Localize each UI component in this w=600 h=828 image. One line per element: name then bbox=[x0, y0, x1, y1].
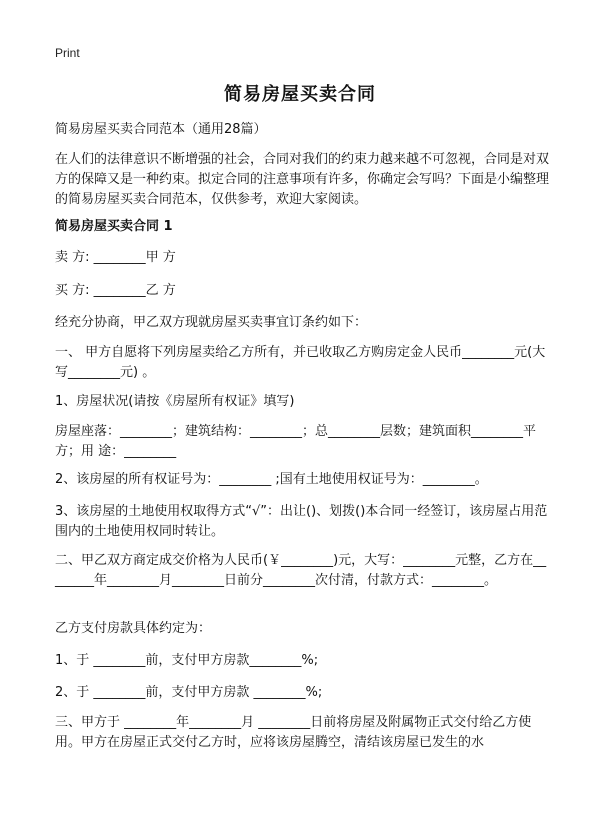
payment-item-1: 1、于 ________前，支付甲方房款________%; bbox=[55, 653, 319, 668]
document-subtitle: 简易房屋买卖合同范本（通用28篇） bbox=[55, 122, 267, 137]
print-label[interactable]: Print bbox=[55, 46, 80, 60]
payment-heading: 乙方支付房款具体约定为： bbox=[55, 621, 212, 636]
section-heading: 简易房屋买卖合同 1 bbox=[55, 219, 173, 234]
clause-3: 三、甲方于 ________年________月 ________日前将房屋及附属物正式交付给乙方使用。甲方在房屋正式交付乙方时，应将该房屋腾空，清结该房屋已发生的水 bbox=[55, 715, 532, 750]
document-title: 简易房屋买卖合同 bbox=[224, 84, 376, 105]
preamble-line: 经充分协商，甲乙双方现就房屋买卖事宜订条约如下： bbox=[55, 315, 368, 330]
clause-1: 一、 甲方自愿将下列房屋卖给乙方所有，并已收取乙方购房定金人民币________元(大写________元) 。 bbox=[55, 345, 546, 380]
seller-line: 卖 方: ________甲 方 bbox=[55, 250, 176, 265]
clause-2: 二、甲乙双方商定成交价格为人民币(￥________)元，大写：________元整，乙方在________年________月________日前分________次付清，付款方式：________。 bbox=[55, 553, 547, 588]
intro-paragraph: 在人们的法律意识不断增强的社会，合同对我们的约束力越来越不可忽视，合同是对双方的保障又是一种约束。拟定合同的注意事项有许多，你确定会写吗？下面是小编整理的简易房屋买卖合同范本，仅供参考，欢迎大家阅读。 bbox=[55, 152, 550, 207]
item-2: 2、该房屋的所有权证号为：________ ;国有土地使用权证号为：________。 bbox=[55, 472, 488, 487]
item-1: 1、房屋状况(请按《房屋所有权证》填写) bbox=[55, 394, 295, 409]
item-1-detail: 房屋座落：________；建筑结构：________；总________层数；建筑面积________平方；用 途：________ bbox=[55, 424, 537, 459]
buyer-line: 买 方: ________乙 方 bbox=[55, 283, 176, 298]
item-3: 3、该房屋的土地使用权取得方式“√”：出让()、划拨()本合同一经签订，该房屋占用范围内的土地使用权同时转让。 bbox=[55, 504, 548, 539]
payment-item-2: 2、于 ________前，支付甲方房款 ________%; bbox=[55, 685, 323, 700]
